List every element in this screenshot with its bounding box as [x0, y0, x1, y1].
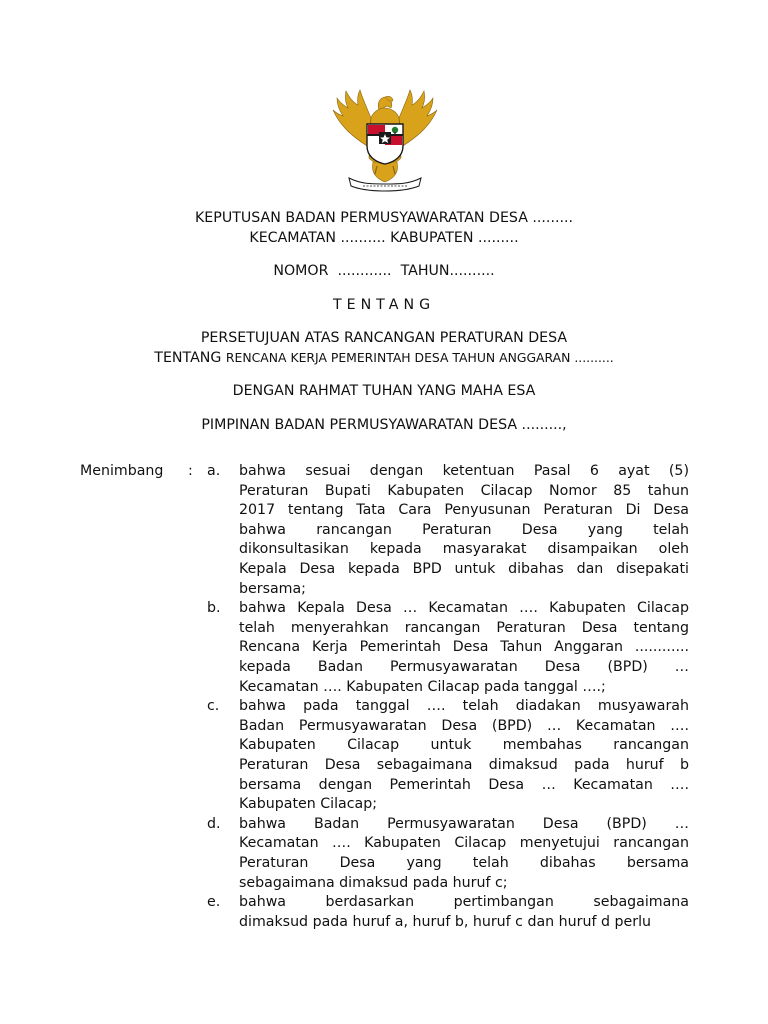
rahmat-line: DENGAN RAHMAT TUHAN YANG MAHA ESA: [232, 383, 536, 399]
item-line: dikonsultasikan kepada masyarakat disampaikan oleh: [239, 541, 689, 558]
subject-suffix: RENCANA KERJA PEMERINTAH DESA TAHUN ANGGARAN ..........: [225, 350, 614, 365]
shield: [367, 124, 403, 164]
tail: [373, 162, 398, 182]
item-line: kepada Badan Permusyawaratan Desa (BPD) …: [239, 658, 689, 675]
item-line: Kecamatan …. Kabupaten Cilacap pada tanggal ….;: [239, 678, 606, 695]
item-line: bahwa Kepala Desa … Kecamatan …. Kabupaten Cilacap: [239, 600, 689, 617]
item-marker: e.: [207, 894, 221, 911]
item-line: Kepala Desa kepada BPD untuk dibahas dan disepakati: [239, 560, 689, 577]
item-line: Rencana Kerja Pemerintah Desa Tahun Anggaran ............: [239, 639, 689, 656]
decree-number: NOMOR ............ TAHUN..........: [273, 263, 495, 279]
item-marker: c.: [207, 698, 220, 715]
item-line: Badan Permusyawaratan Desa (BPD) … Kecamatan ….: [239, 717, 689, 734]
decree-subject-line1: PERSETUJUAN ATAS RANCANGAN PERATURAN DESA: [200, 330, 568, 346]
item-marker: d.: [207, 815, 221, 832]
left-wing: [333, 90, 371, 146]
item-line: bahwa Badan Permusyawaratan Desa (BPD) …: [239, 815, 689, 832]
item-line: bersama;: [239, 580, 306, 597]
item-text: [239, 462, 689, 599]
item-line: Kecamatan …. Kabupaten Cilacap menyetujui rancangan: [239, 835, 689, 852]
item-marker: b.: [207, 600, 221, 617]
menimbang-label: Menimbang: [80, 463, 164, 479]
item-line: bahwa pada tanggal …. telah diadakan musyawarah: [239, 698, 689, 715]
item-line: 2017 tentang Tata Cara Penyusunan Peraturan Di Desa: [239, 502, 689, 519]
item-line: bahwa sesuai dengan ketentuan Pasal 6 ayat (5): [239, 463, 689, 479]
item-line: bersama dengan Pemerintah Desa … Kecamatan ….: [239, 776, 689, 793]
menimbang-colon: :: [188, 463, 193, 479]
item-line: Peraturan Bupati Kabupaten Cilacap Nomor 85 tahun: [239, 482, 689, 499]
tentang-heading: TENTANG: [332, 297, 436, 313]
item-line: Kabupaten Cilacap;: [239, 796, 378, 813]
garuda-pancasila-emblem-icon: [327, 88, 443, 196]
item-marker: a.: [207, 463, 221, 479]
item-line: Peraturan Desa sebagaimana dimaksud pada huruf b: [239, 756, 689, 773]
decree-title-line2: KECAMATAN .......... KABUPATEN .........: [249, 230, 519, 246]
item-text: [239, 815, 689, 893]
item-text: [239, 893, 689, 932]
item-line: Kabupaten Cilacap untuk membahas rancangan: [239, 737, 689, 754]
item-line: telah menyerahkan rancangan Peraturan Desa tentang: [239, 619, 689, 636]
subject-prefix: TENTANG: [154, 350, 226, 366]
item-line: dimaksud pada huruf a, huruf b, huruf c dan huruf d perlu: [239, 913, 652, 930]
item-line: Peraturan Desa yang telah dibahas bersama: [239, 854, 689, 871]
item-line: bahwa berdasarkan pertimbangan sebagaimana: [239, 894, 689, 911]
pimpinan-line: PIMPINAN BADAN PERMUSYAWARATAN DESA .........,: [201, 417, 567, 433]
item-text: [239, 697, 689, 815]
item-line: bahwa rancangan Peraturan Desa yang telah: [239, 521, 689, 538]
decree-title-line1: KEPUTUSAN BADAN PERMUSYAWARATAN DESA .........: [195, 210, 573, 226]
item-text: [239, 599, 689, 697]
decree-subject-line2: [0, 348, 768, 368]
right-wing: [399, 90, 437, 146]
item-line: sebagaimana dimaksud pada huruf c;: [239, 874, 508, 891]
